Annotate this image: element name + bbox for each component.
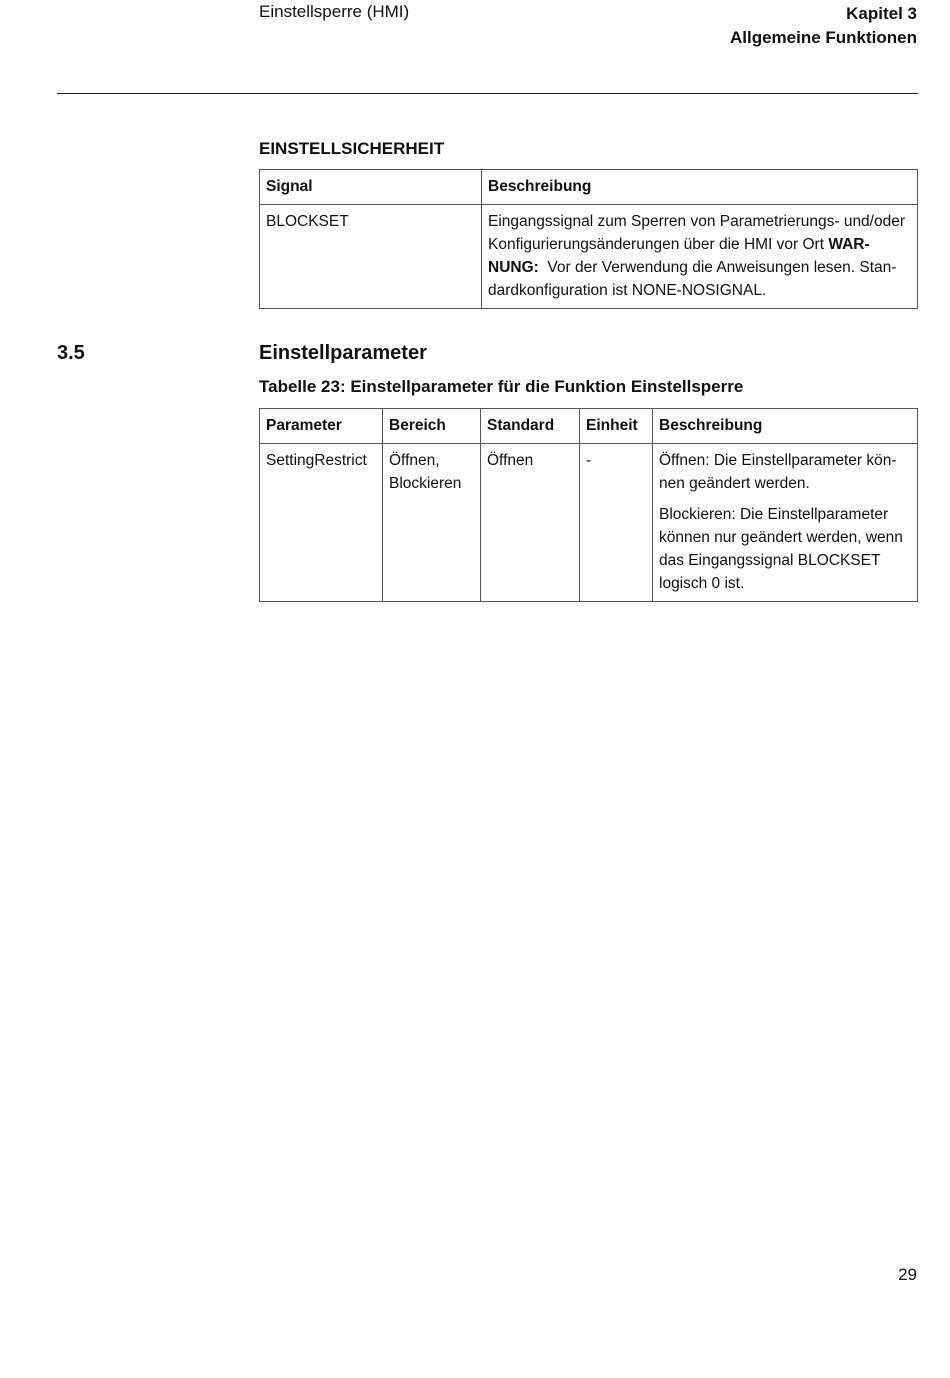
parameter-default: Öffnen [481, 444, 580, 602]
header-document-title: Einstellsperre (HMI) [259, 2, 410, 21]
warning-label: NUNG: [488, 259, 539, 276]
column-header-parameter: Parameter [260, 409, 383, 444]
description-line: dardkonfiguration ist NONE-NOSIGNAL. [488, 282, 767, 299]
description-line: können nur geändert werden, wenn [659, 529, 903, 546]
table-row [260, 205, 918, 309]
description-line: nen geändert werden. [659, 475, 810, 492]
header-divider [57, 93, 918, 94]
description-line [488, 256, 911, 279]
table-header-row [260, 409, 918, 444]
signal-name: BLOCKSET [260, 205, 482, 309]
description-line: das Eingangssignal BLOCKSET [659, 552, 881, 569]
column-header-description: Beschreibung [482, 170, 918, 205]
range-option: Öffnen, [389, 452, 440, 469]
description-line: Öffnen: Die Einstellparameter kön- [659, 452, 897, 469]
parameter-name: SettingRestrict [260, 444, 383, 602]
column-header-unit: Einheit [580, 409, 653, 444]
section-number: 3.5 [57, 342, 85, 364]
column-header-range: Bereich [383, 409, 481, 444]
section-title: Einstellparameter [259, 342, 427, 364]
page-number: 29 [898, 1265, 917, 1284]
description-paragraph [659, 449, 911, 495]
table-header-row [260, 170, 918, 205]
column-header-default: Standard [481, 409, 580, 444]
table-row [260, 444, 918, 602]
description-line: logisch 0 ist. [659, 575, 745, 592]
chapter-title: Allgemeine Funktionen [729, 28, 917, 47]
header-chapter [730, 2, 917, 50]
signal-description [482, 205, 918, 309]
column-header-description: Beschreibung [653, 409, 918, 444]
description-line: Blockieren: Die Einstellparameter [659, 506, 889, 523]
range-option: Blockieren [389, 475, 462, 492]
table-caption: Tabelle 23: Einstellparameter für die Funktion Einstellsperre [259, 377, 744, 396]
description-line: Eingangssignal zum Sperren von Parametrierungs- und/oder [488, 213, 906, 230]
description-line [488, 233, 911, 256]
signals-section-title: EINSTELLSICHERHEIT [259, 139, 445, 158]
signals-table [259, 169, 918, 309]
description-text: Konfigurierungsänderungen über die HMI vor Ort [488, 236, 829, 253]
parameter-range [383, 444, 481, 602]
description-paragraph [659, 503, 911, 595]
chapter-label: Kapitel 3 [846, 4, 917, 23]
warning-label: WAR- [828, 236, 870, 253]
description-text: Vor der Verwendung die Anweisungen lesen. Stan- [538, 259, 897, 276]
column-header-signal: Signal [260, 170, 482, 205]
parameter-description [653, 444, 918, 602]
parameter-unit: - [580, 444, 653, 602]
parameters-table [259, 408, 918, 602]
